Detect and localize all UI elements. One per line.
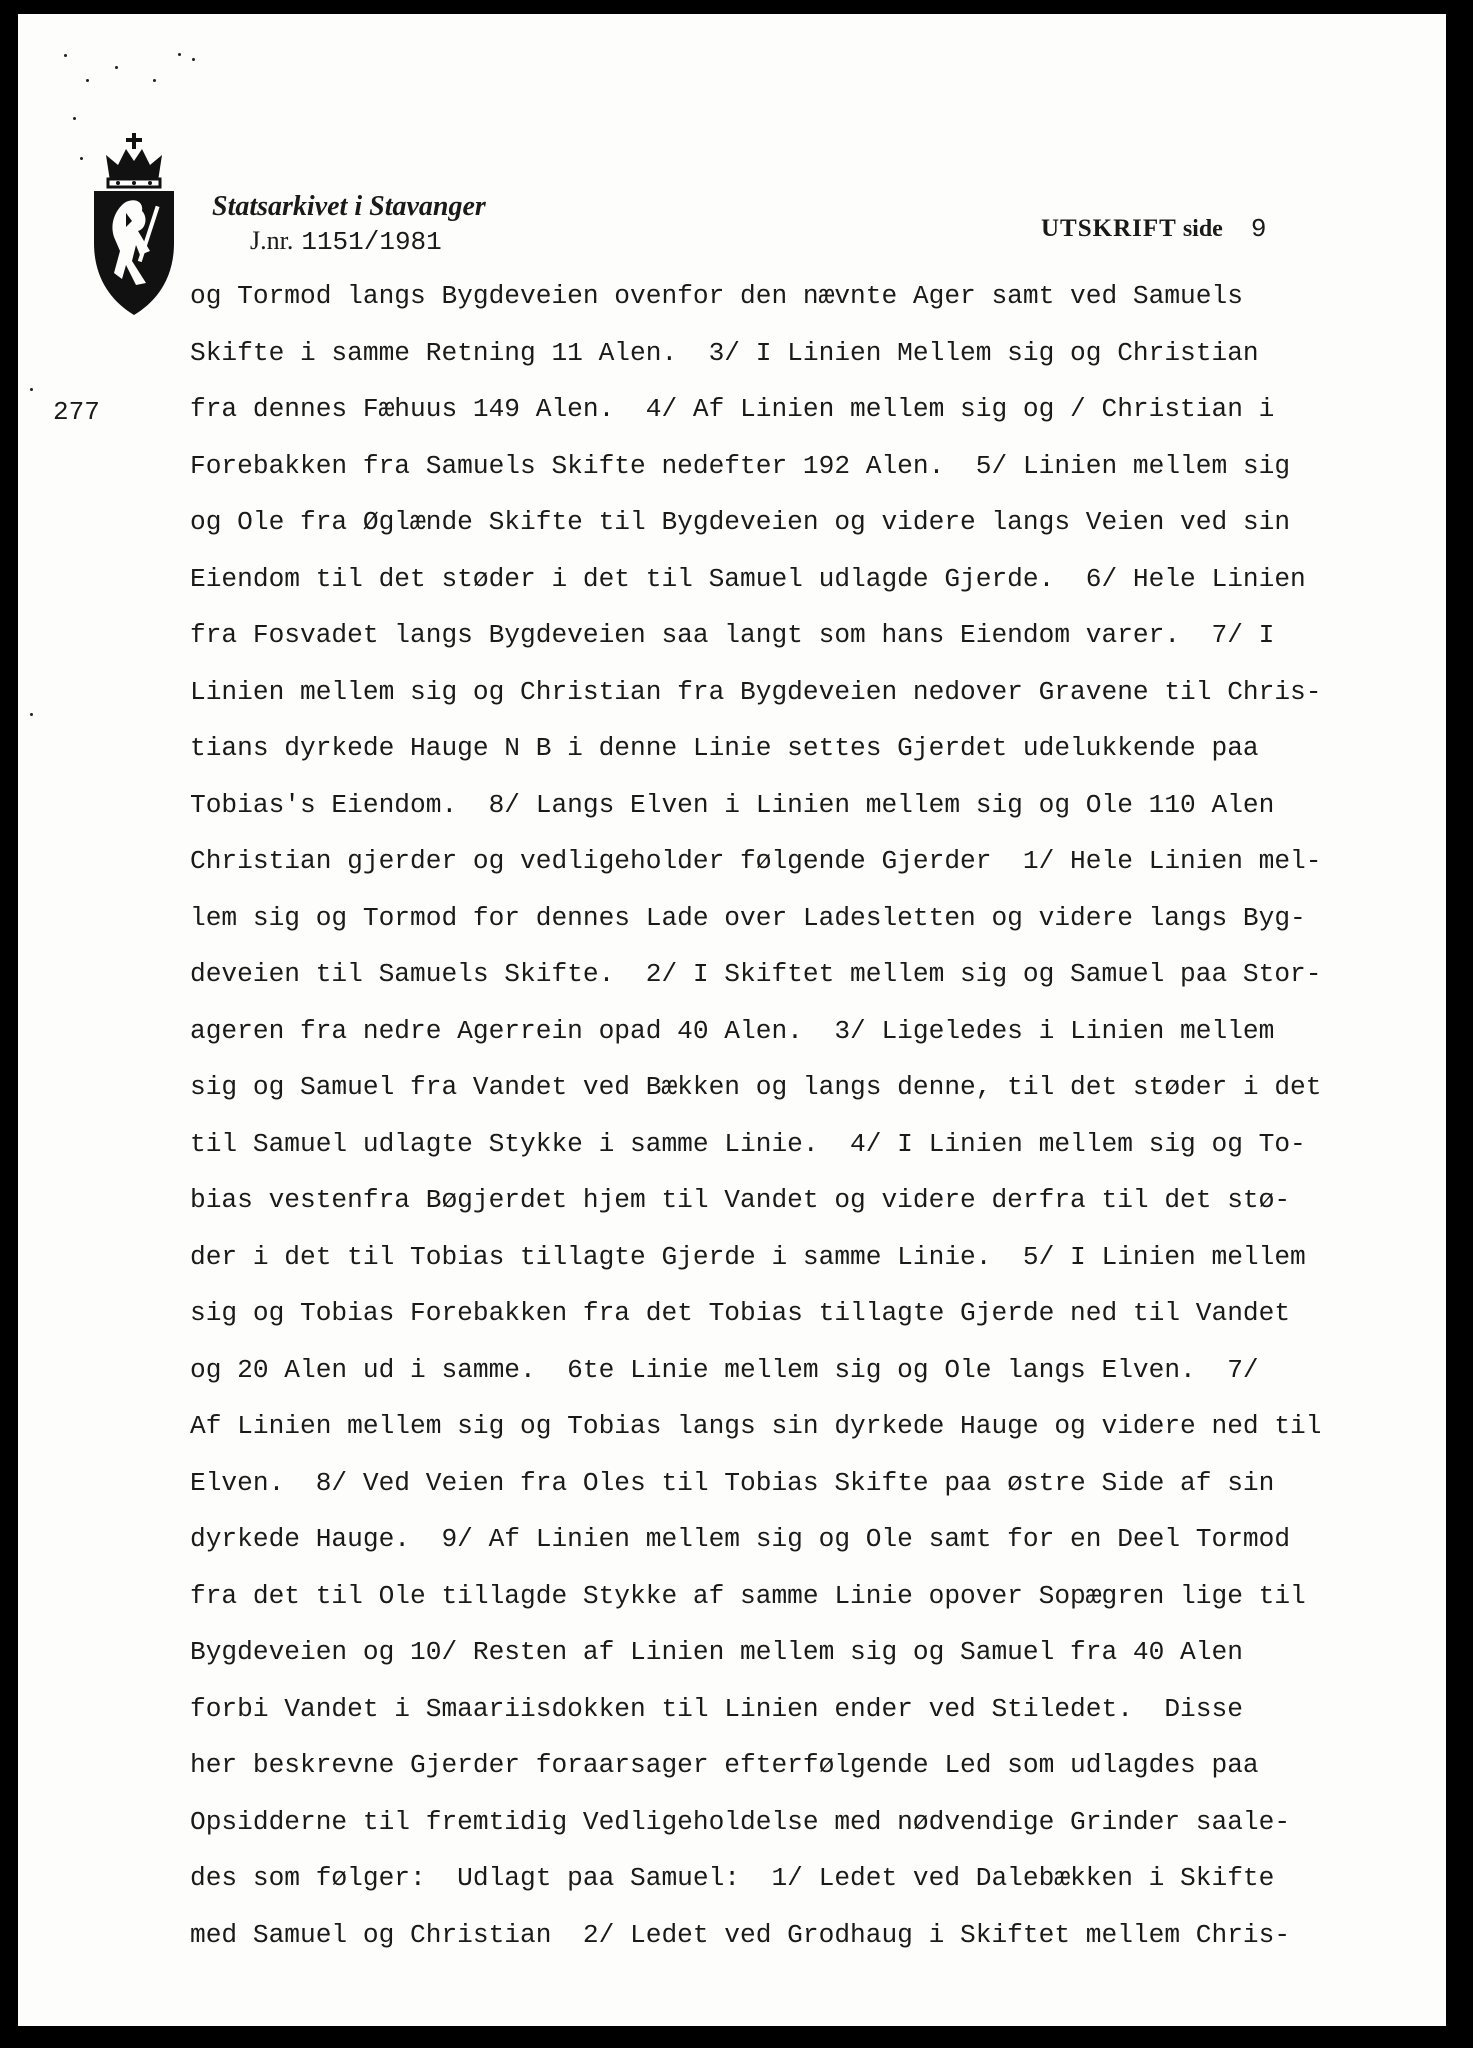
text-line: Af Linien mellem sig og Tobias langs sin dyrkede Hauge og videre ned til [190, 1411, 1322, 1441]
transcript-page-header [1041, 214, 1266, 244]
norwegian-coat-of-arms-icon [92, 133, 176, 323]
archive-name: Statsarkivet i Stavanger [212, 191, 486, 222]
text-line: lem sig og Tormod for dennes Lade over Ladesletten og videre langs Byg- [190, 902, 1306, 933]
text-line: bias vestenfra Bøgjerdet hjem til Vandet og videre derfra til det stø- [190, 1185, 1291, 1215]
text-line: med Samuel og Christian 2/ Ledet ved Grodhaug i Skiftet mellem Chris- [190, 1919, 1291, 1950]
text-line: Tobias's Eiendom. 8/ Langs Elven i Linien mellem sig og Ole 110 Alen [190, 789, 1275, 820]
text-line: Elven. 8/ Ved Veien fra Oles til Tobias Skifte paa østre Side af sin [190, 1467, 1275, 1498]
text-line: og Ole fra Øglænde Skifte til Bygdeveien og videre langs Veien ved sin [190, 507, 1291, 537]
text-line: Forebakken fra Samuels Skifte nedefter 192 Alen. 5/ Linien mellem sig [190, 450, 1291, 481]
text-line: deveien til Samuels Skifte. 2/ I Skiftet mellem sig og Samuel paa Stor- [190, 959, 1322, 989]
text-line: fra dennes Fæhuus 149 Alen. 4/ Af Linien mellem sig og / Christian i [190, 394, 1275, 424]
page-number: 9 [1250, 214, 1267, 244]
side-label: side [1182, 216, 1223, 242]
text-line: sig og Samuel fra Vandet ved Bækken og langs denne, til det støder i det [190, 1072, 1322, 1102]
text-line: fra det til Ole tillagde Stykke af samme Linie opover Sopægren lige til [190, 1580, 1306, 1611]
journal-label: J.nr. [250, 226, 294, 255]
text-line: sig og Tobias Forebakken fra det Tobias tillagte Gjerde ned til Vandet [190, 1298, 1291, 1328]
journal-number: 1151/1981 [301, 227, 442, 257]
text-line: fra Fosvadet langs Bygdeveien saa langt som hans Eiendom varer. 7/ I [190, 620, 1275, 650]
text-line: tians dyrkede Hauge N B i denne Linie settes Gjerdet udelukkende paa [190, 733, 1259, 763]
transcript-label: UTSKRIFT [1041, 215, 1177, 242]
text-line: dyrkede Hauge. 9/ Af Linien mellem sig og Ole samt for en Deel Tormod [190, 1524, 1291, 1554]
text-line: og Tormod langs Bygdeveien ovenfor den nævnte Ager samt ved Samuels [190, 281, 1243, 311]
text-line: Christian gjerder og vedligeholder følgende Gjerder 1/ Hele Linien mel- [190, 846, 1322, 876]
text-line: her beskrevne Gjerder foraarsager efterfølgende Led som udlagdes paa [190, 1750, 1259, 1780]
text-line: des som følger: Udlagt paa Samuel: 1/ Ledet ved Dalebækken i Skifte [190, 1863, 1275, 1893]
text-line: Skifte i samme Retning 11 Alen. 3/ I Linien Mellem sig og Christian [190, 337, 1259, 368]
text-line: forbi Vandet i Smaariisdokken til Linien ender ved Stiledet. Disse [190, 1693, 1243, 1724]
text-line: der i det til Tobias tillagte Gjerde i samme Linie. 5/ I Linien mellem [190, 1241, 1306, 1272]
text-line: Bygdeveien og 10/ Resten af Linien mellem sig og Samuel fra 40 Alen [190, 1637, 1243, 1667]
text-line: ageren fra nedre Agerrein opad 40 Alen. 3/ Ligeledes i Linien mellem [190, 1015, 1275, 1046]
text-line: Linien mellem sig og Christian fra Bygdeveien nedover Gravene til Chris- [190, 676, 1322, 707]
text-line: til Samuel udlagte Stykke i samme Linie. 4/ I Linien mellem sig og To- [190, 1128, 1306, 1159]
margin-page-reference: 277 [53, 397, 100, 427]
text-line: og 20 Alen ud i samme. 6te Linie mellem sig og Ole langs Elven. 7/ [190, 1354, 1259, 1385]
journal-number-line [250, 226, 442, 257]
text-line: Eiendom til det støder i det til Samuel udlagde Gjerde. 6/ Hele Linien [190, 563, 1306, 594]
text-line: Opsidderne til fremtidig Vedligeholdelse med nødvendige Grinder saale- [190, 1806, 1291, 1837]
